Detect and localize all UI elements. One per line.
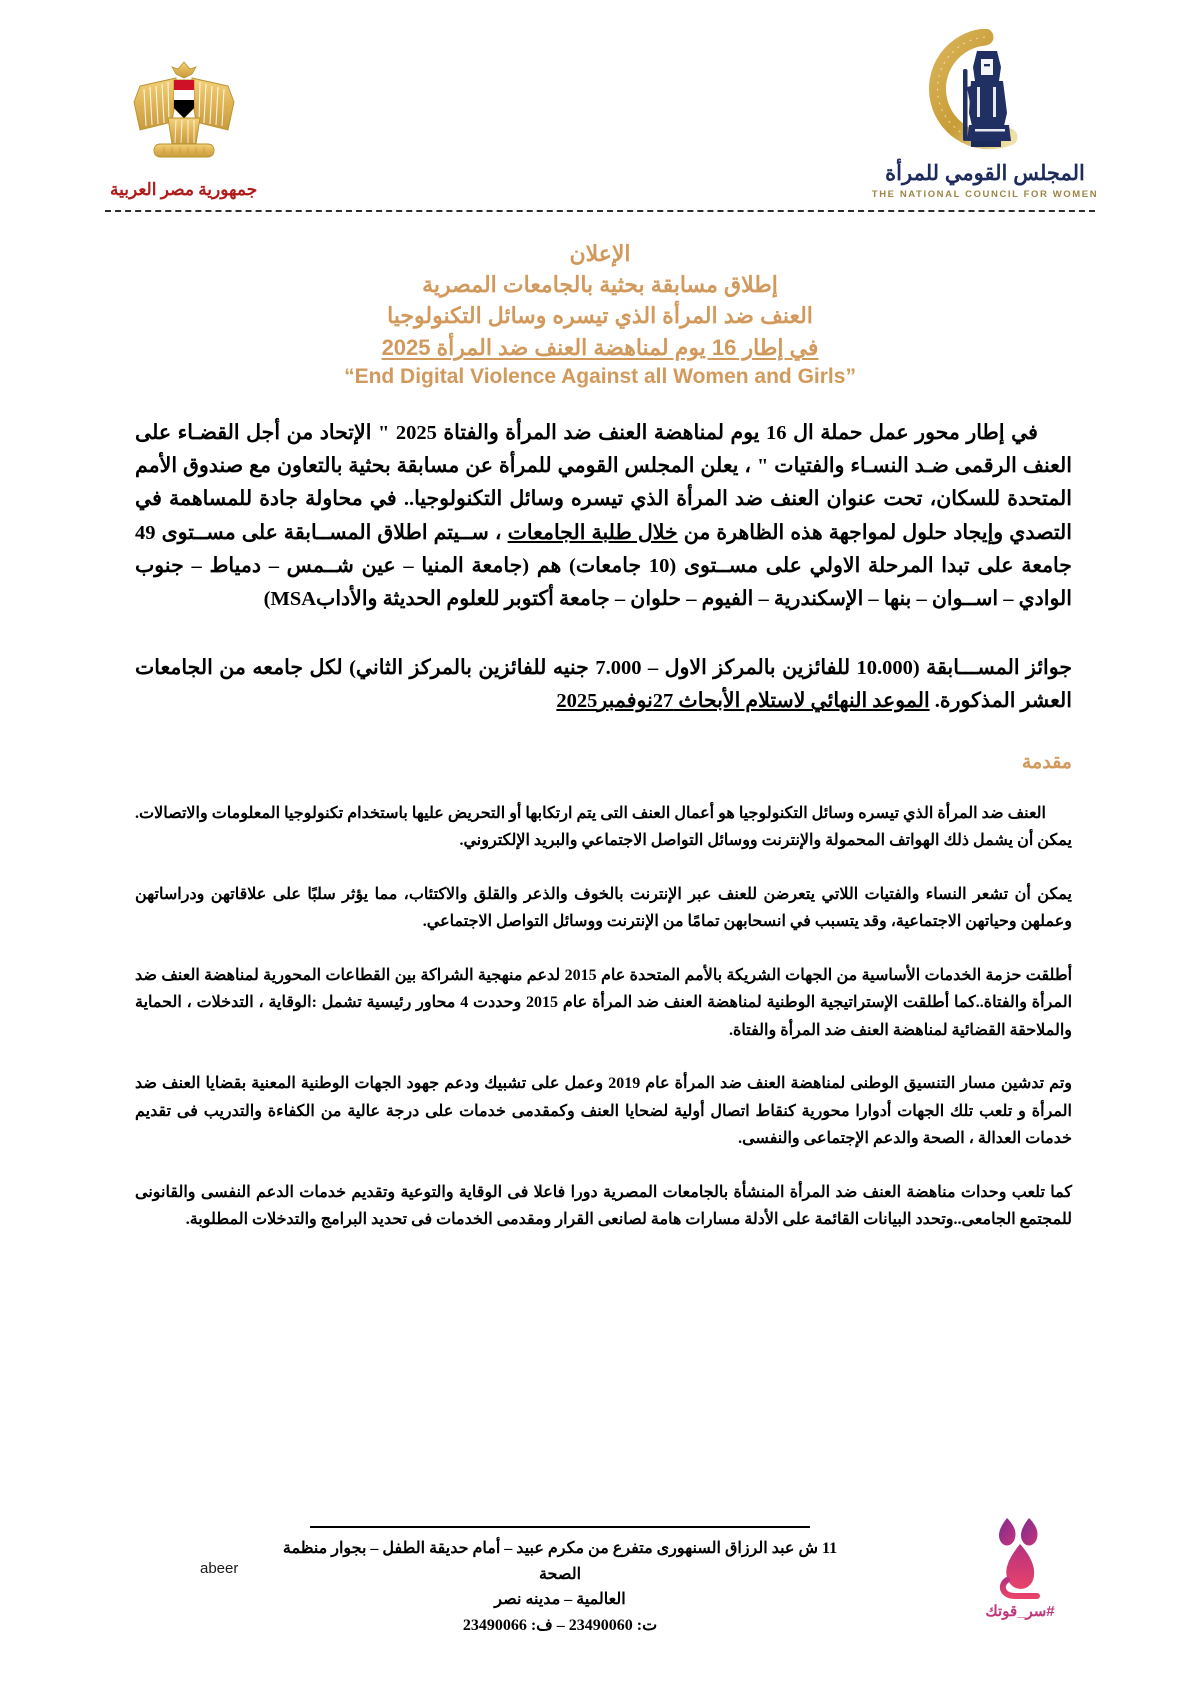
section-heading-introduction: مقدمة bbox=[1021, 751, 1072, 773]
eagle-of-saladin-icon bbox=[124, 56, 244, 174]
prize-text: جوائز المســـابقة (10.000 للفائزين بالمركز الاول – 7.000 جنيه للفائزين بالمركز الثاني) لكل جامعه من الجامعات العشر المذكورة. bbox=[135, 657, 1072, 713]
footer-divider bbox=[310, 1526, 810, 1528]
deadline-underlined: الموعد النهائي لاستلام الأبحاث 27نوفمبر2025 bbox=[556, 690, 930, 713]
body-paragraph-4: وتم تدشين مسار التنسيق الوطنى لمناهضة العنف ضد المرأة عام 2019 وعمل على تشبيك ودعم جهود الجهات الوطنية المعنية بقضايا العنف ضد المرأة و تلعب تلك الجهات أدوارا محورية كنقاط اتصال أولية لضحايا العنف وكمقدمى خدمات على درجة عالية من الكفاءة والتدريب فى تقديم خدمات العدالة ، الصحة والدعم الإجتماعى والنفسى. bbox=[135, 1075, 1072, 1148]
campaign-hashtag: #سر_قوتك bbox=[985, 1603, 1055, 1621]
state-emblem-caption: جمهورية مصر العربية bbox=[110, 180, 258, 199]
lead-paragraph bbox=[135, 417, 1072, 616]
lead-underlined-phrase: خلال طلبة الجامعات bbox=[507, 521, 678, 544]
title-line-1: الإعلان bbox=[569, 241, 631, 266]
title-line-3: العنف ضد المرأة الذي تيسره وسائل التكنولوجيا bbox=[387, 303, 813, 329]
body-paragraph-3: أطلقت حزمة الخدمات الأساسية من الجهات الشريكة بالأمم المتحدة عام 2015 لدعم منهجية الشراكة بين القطاعات المحورية لمناهضة العنف ضد المرأة والفتاة..كما أطلقت الإستراتيجية الوطنية لمناهضة العنف ضد المرأة عام 2015 وحددت 4 محاور رئيسية تشمل :الوقاية ، التدخلات ، الحماية والملاحقة القضائية لمناهضة العنف ضد المرأة والفتاة. bbox=[135, 966, 1073, 1039]
title-line-4: في إطار 16 يوم لمناهضة العنف ضد المرأة 2025 bbox=[381, 334, 819, 360]
ncw-logo-block bbox=[871, 29, 1099, 200]
footer-phone: ت: 23490060 – ف: 23490066 bbox=[462, 1617, 658, 1634]
taa-marbuta-campaign-icon bbox=[977, 1514, 1063, 1600]
document-content bbox=[0, 417, 1200, 1234]
lead-part-2: ، ســيتم اطلاق المســابقة على مســتوى 49 جامعة على تبدا المرحلة الاولي على مســتوى (10 جامعات) هم (جامعة المنيا – عين شــمس – دمياط – جنوب الوادي – اســوان – بنها – الإسكندرية – الفيوم – حلوان – جامعة أكتوبر للعلوم الحديثة والأدابMSA) bbox=[135, 521, 1072, 610]
footer-address bbox=[280, 1536, 840, 1613]
state-emblem-block bbox=[110, 56, 257, 200]
header-dashed-divider bbox=[105, 210, 1095, 212]
body-paragraph-1: العنف ضد المرأة الذي تيسره وسائل التكنولوجيا هو أعمال العنف التى يتم ارتكابها أو التحريض عليها باستخدام تكنولوجيا المعلومات والاتصالات. يمكن أن يشمل ذلك الهواتف المحمولة والإنترنت ووسائل التواصل الاجتماعي والبريد الإلكتروني. bbox=[135, 804, 1072, 850]
body-paragraph-5: كما تلعب وحدات مناهضة العنف ضد المرأة المنشأة بالجامعات المصرية دورا فاعلا فى الوقاية والتوعية وتقديم خدمات الدعم النفسى والقانونى للمجتمع الجامعى..وتحدد البيانات القائمة على الأدلة مسارات هامة لصانعى القرار ومقدمى الخدمات فى تحديد البرامج والتدخلات المطلوبة. bbox=[135, 1183, 1072, 1229]
ncw-logo-english-name: THE NATIONAL COUNCIL FOR WOMEN bbox=[871, 189, 1099, 200]
prize-paragraph bbox=[135, 652, 1072, 718]
lead-part-1: في إطار محور عمل حملة ال 16 يوم لمناهضة العنف ضد المرأة والفتاة 2025 " الإتحاد من أجل القضـاء على العنف الرقمى ضـد النسـاء والفتيات " ، يعلن المجلس القومي للمرأة عن مسابقة بحثية بالتعاون مع صندوق الأمم المتحدة للسكان، تحت عنوان العنف ضد المرأة الذي تيسره وسائل التكنولوجيا.. في محاولة جادة للمساهمة في التصدي وإيجاد حلول لمواجهة هذه الظاهرة من bbox=[135, 421, 1072, 544]
ncw-pharaonic-logo-icon bbox=[905, 29, 1065, 159]
footer-editor-mark: abeer bbox=[200, 1560, 239, 1578]
document-footer bbox=[0, 1526, 1200, 1635]
footer-address-line-2: العالمية – مدينه نصر bbox=[494, 1591, 626, 1609]
body-paragraph-2: يمكن أن تشعر النساء والفتيات اللاتي يتعرضن للعنف عبر الإنترنت بالخوف والذعر والقلق والاكتئاب، مما يؤثر سلبًا على علاقاتهن ودراساتهن وعملهن وحياتهن الاجتماعية، وقد يتسبب في انسحابهن تمامًا من الإنترنت ووسائل التواصل الاجتماعي. bbox=[135, 885, 1072, 931]
ncw-logo-arabic-name: المجلس القومي للمرأة bbox=[885, 162, 1085, 185]
document-header bbox=[0, 0, 1200, 200]
footer-contact-block bbox=[160, 1526, 960, 1635]
footer-address-line-1: 11 ش عبد الرزاق السنهورى متفرع من مكرم عبيد – أمام حديقة الطفل – بجوار منظمة الصحة bbox=[282, 1540, 838, 1583]
announcement-title-block bbox=[0, 238, 1200, 389]
campaign-logo-block bbox=[960, 1514, 1080, 1620]
title-line-english: “End Digital Violence Against all Women and Girls” bbox=[344, 364, 856, 388]
title-line-2: إطلاق مسابقة بحثية بالجامعات المصرية bbox=[422, 272, 778, 298]
